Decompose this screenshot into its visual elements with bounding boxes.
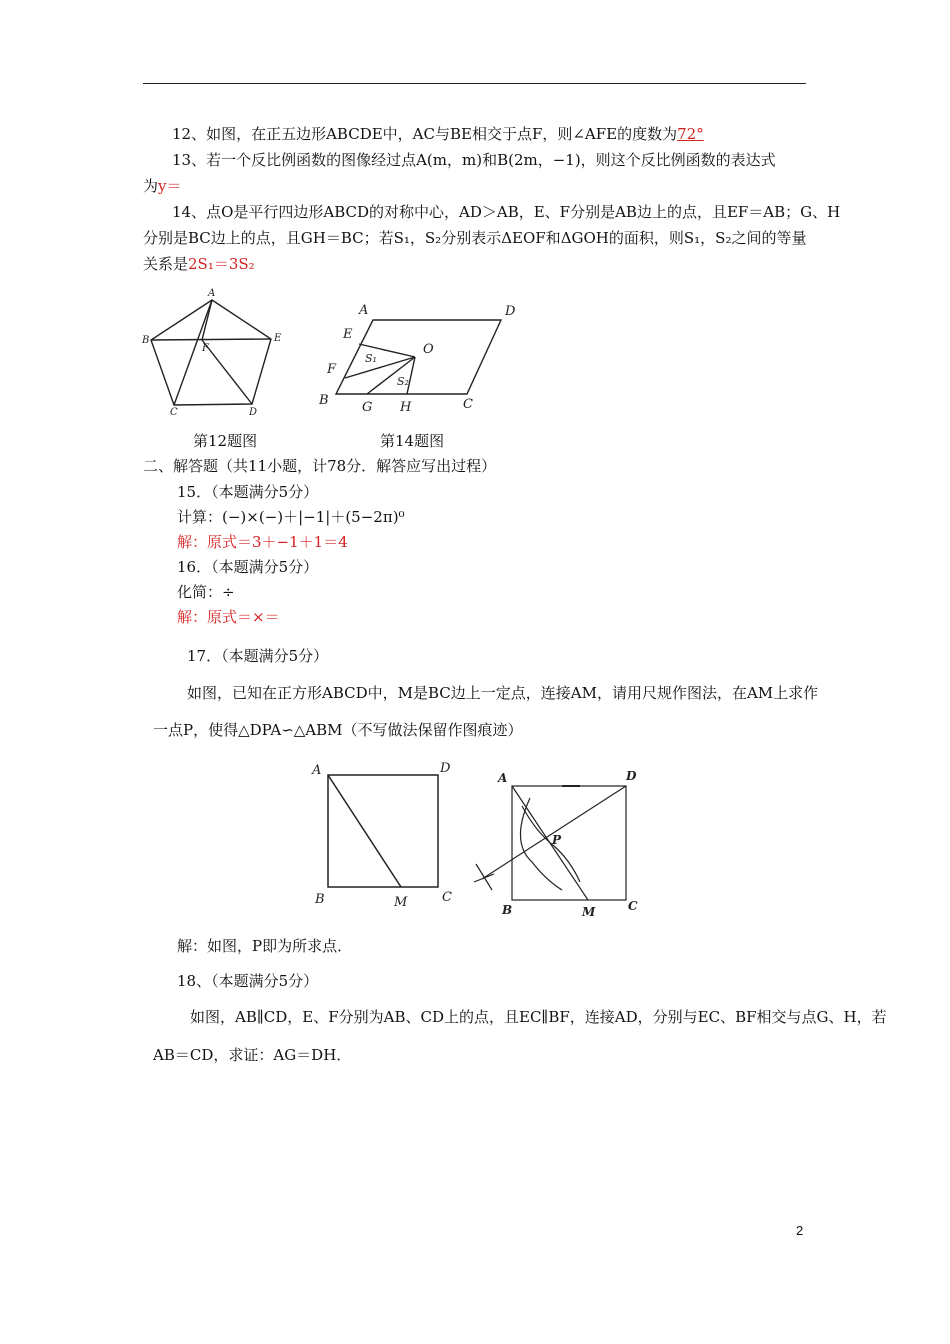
figure-17-square (310, 760, 470, 910)
fig17r-label-b: B (502, 903, 513, 917)
q13-answer: y＝ (158, 177, 182, 195)
q13-line1: 13、若一个反比例函数的图像经过点A(m，m)和B(2m，−1)，则这个反比例函数的表达式 (172, 151, 776, 169)
q14-answer: 2S₁＝3S₂ (188, 255, 255, 273)
q13-line2 (143, 176, 182, 196)
square-abcd-construction (512, 786, 626, 900)
q14-line3 (143, 254, 255, 274)
q17-line2: 一点P，使得△DPA∽△ABM（不写做法保留作图痕迹） (153, 721, 523, 739)
fig12-label-e: E (274, 333, 282, 344)
q17-solution: 解：如图，P即为所求点． (177, 937, 353, 955)
fig12-caption: 第12题图 (193, 432, 258, 450)
fig14-label-d: D (505, 304, 516, 319)
fig17r-label-a: A (498, 771, 508, 785)
q18-header: 18、（本题满分5分） (177, 972, 319, 990)
diagonal-be (151, 339, 271, 340)
fig17r-label-p: P (552, 833, 562, 847)
cross-mark-2 (474, 874, 494, 882)
fig17r-label-c: C (628, 899, 638, 913)
parallelogram-outline (336, 320, 501, 394)
fig14-label-a: A (359, 303, 369, 318)
fig12-label-f: F (202, 343, 209, 354)
q16-solution: 解：原式＝×＝ (177, 608, 280, 626)
fig14-label-e: E (343, 327, 353, 342)
fig17-label-m: M (394, 895, 408, 910)
fig17r-label-m: M (582, 905, 596, 919)
fig12-label-d: D (249, 407, 258, 418)
q15-solution: 解：原式＝3＋−1＋1＝4 (177, 533, 348, 551)
fig12-label-c: C (170, 407, 178, 418)
figure-17-construction (470, 762, 650, 922)
q16-header: 16．（本题满分5分） (177, 558, 319, 576)
figure-12-pentagon (140, 285, 290, 418)
fig12-label-a: A (208, 288, 216, 299)
fig14-label-s2: S₂ (397, 375, 409, 388)
fig14-label-b: B (319, 393, 329, 408)
q14-prefix: 关系是 (143, 255, 189, 273)
fig17-label-b: B (315, 892, 325, 907)
q18-line1: 如图，AB∥CD，E、F分别为AB、CD上的点，且EC∥BF，连接AD，分别与EC、BF相交与点G、H，若 (190, 1008, 887, 1026)
segment-fd (202, 340, 252, 404)
q17-header: 17．（本题满分5分） (187, 647, 329, 665)
construction-arc-inner (522, 806, 580, 882)
q14-line2: 分别是BC边上的点，且GH＝BC；若S₁，S₂分别表示ΔEOF和ΔGOH的面积，则S₁，S₂之间的等量 (143, 229, 807, 247)
figure-14-parallelogram (315, 298, 525, 423)
q18-line2: AB＝CD，求证：AG＝DH． (153, 1046, 352, 1064)
fig14-label-f: F (327, 362, 337, 377)
fig14-label-s1: S₁ (365, 352, 377, 365)
fig17-label-c: C (442, 890, 452, 905)
q15-header: 15．（本题满分5分） (177, 483, 319, 501)
q16-problem: 化简：÷ (177, 583, 235, 601)
fig14-label-h: H (400, 400, 412, 415)
q12-answer: 72° (677, 125, 704, 143)
fig17r-label-d: D (626, 769, 637, 783)
cross-mark-1 (476, 864, 492, 890)
q12-text: 12、如图，在正五边形ABCDE中，AC与BE相交于点F，则∠AFE的度数为 (172, 125, 678, 143)
square-abcd (328, 775, 438, 887)
fig14-label-c: C (463, 397, 473, 412)
page-number: 2 (796, 1223, 804, 1238)
fig14-label-g: G (362, 400, 373, 415)
header-rule (143, 83, 806, 84)
q12-line (172, 124, 704, 144)
q14-line1: 14、点O是平行四边形ABCD的对称中心，AD＞AB，E、F分别是AB边上的点，且EF＝AB；G、H (172, 203, 841, 221)
fig12-label-b: B (142, 335, 150, 346)
fig17-label-a: A (312, 763, 322, 778)
q13-prefix: 为 (143, 177, 159, 195)
fig14-caption: 第14题图 (380, 432, 445, 450)
q15-problem: 计算：(−)×(−)＋|−1|＋(5−2π)⁰ (177, 508, 405, 526)
section-2-heading: 二、解答题（共11小题，计78分．解答应写出过程） (143, 457, 497, 475)
q17-line1: 如图，已知在正方形ABCD中，M是BC边上一定点，连接AM，请用尺规作图法，在AM上求作 (187, 684, 819, 702)
segment-am (328, 775, 401, 887)
fig14-label-o: O (423, 342, 434, 357)
fig17-label-d: D (440, 761, 451, 776)
